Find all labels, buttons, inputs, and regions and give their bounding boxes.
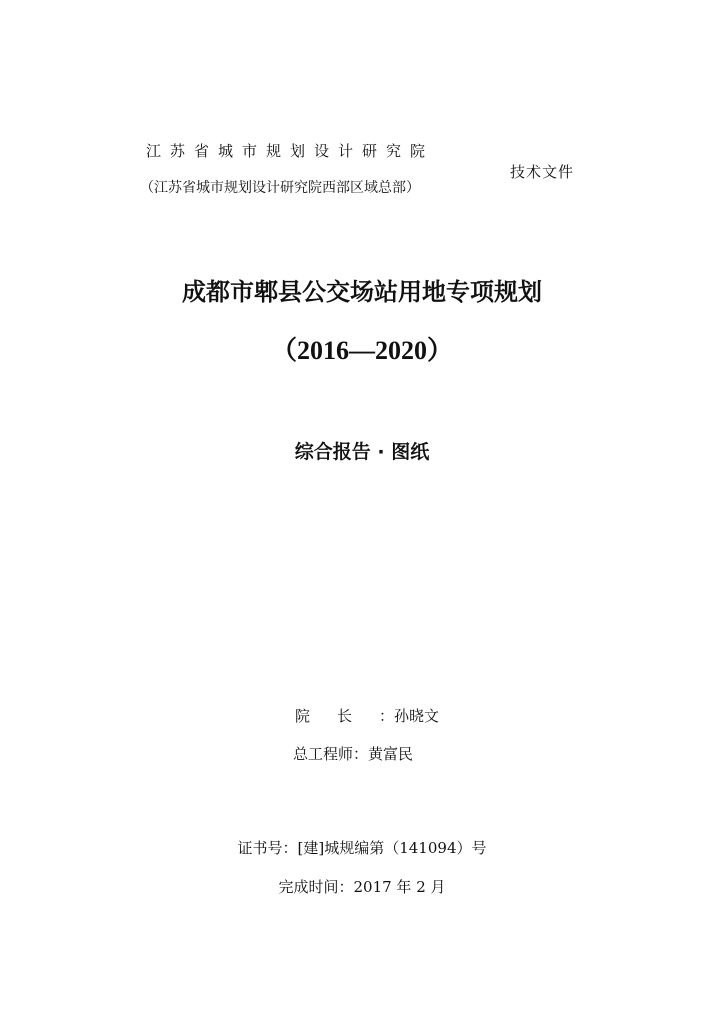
- signature-label: 院长: [295, 707, 380, 725]
- institute-subtitle: （江苏省城市规划设计研究院西部区域总部）: [140, 180, 420, 196]
- completion-date: 完成时间：2017 年 2 月: [278, 878, 446, 896]
- document-subtitle: 综合报告 · 图纸: [294, 441, 430, 463]
- signature-separator: ：: [353, 745, 369, 763]
- institute-name: 江苏省城市规划设计研究院: [146, 142, 435, 160]
- signature-label: 总工程师: [293, 745, 354, 763]
- signature-separator: ：: [379, 707, 395, 725]
- signature-chief-engineer: [293, 743, 413, 764]
- document-type-label: 技术文件: [510, 163, 575, 181]
- document-title: 成都市郫县公交场站用地专项规划: [182, 278, 542, 306]
- certificate-number: 证书号：[建]城规编第（141094）号: [237, 839, 487, 857]
- plan-period: （2016—2020）: [270, 336, 453, 365]
- signature-name: 孙晓文: [394, 707, 440, 725]
- signature-president: [295, 705, 439, 726]
- signature-name: 黄富民: [368, 745, 414, 763]
